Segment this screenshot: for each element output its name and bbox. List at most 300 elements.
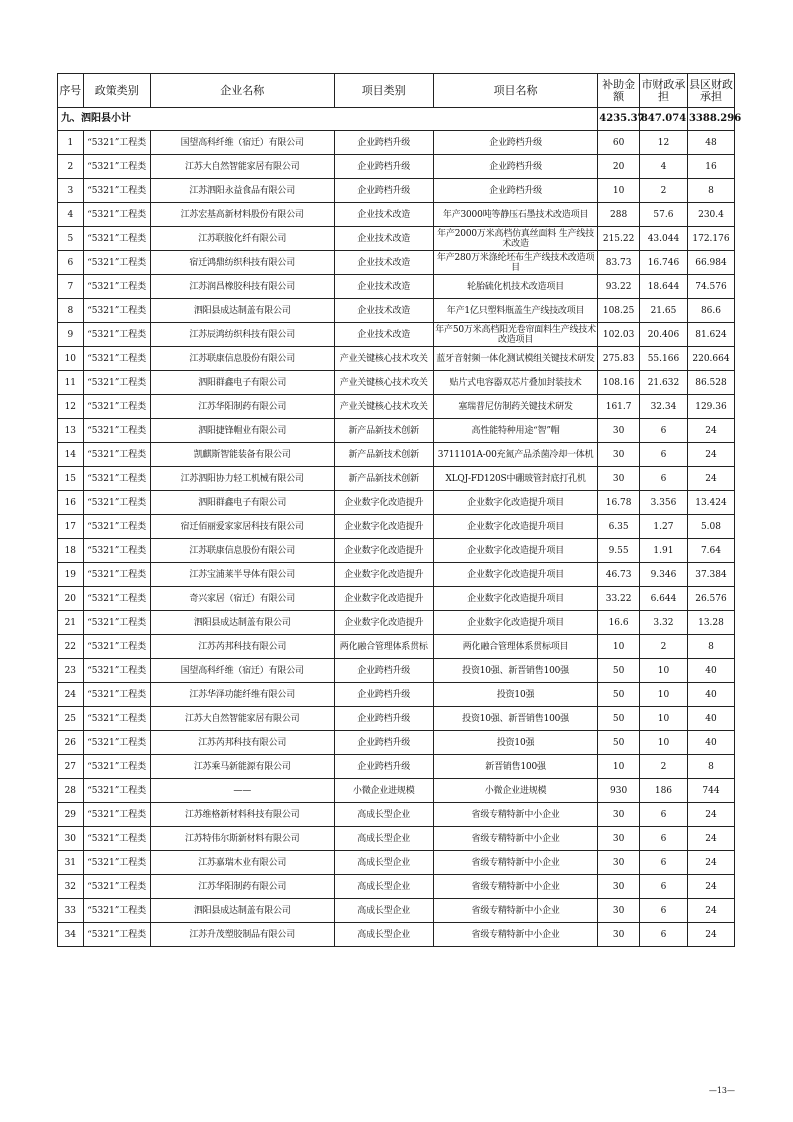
cell-city-share: 9.346 <box>639 563 687 587</box>
cell-subsidy: 33.22 <box>598 587 640 611</box>
cell-company: 江苏润昌橡胶科技有限公司 <box>150 275 334 299</box>
cell-project-name: 企业数字化改造提升项目 <box>433 491 597 515</box>
cell-seq: 3 <box>58 179 84 203</box>
cell-project-name: 省级专精特新中小企业 <box>433 923 597 947</box>
table-row <box>58 635 735 659</box>
cell-company: 江苏升茂塑胶制品有限公司 <box>150 923 334 947</box>
cell-county-share: 129.36 <box>687 395 734 419</box>
cell-subsidy: 102.03 <box>598 323 640 347</box>
cell-project-type: 企业跨档升级 <box>334 755 433 779</box>
cell-city-share: 6 <box>639 467 687 491</box>
table-row <box>58 899 735 923</box>
cell-subsidy: 10 <box>598 755 640 779</box>
cell-county-share: 16 <box>687 155 734 179</box>
cell-subsidy: 275.83 <box>598 347 640 371</box>
cell-project-name: 年产50万米高档阳光卷帘面料生产线技术改造项目 <box>435 324 596 345</box>
cell-county-share: 24 <box>687 851 734 875</box>
cell-city-share: 6.644 <box>639 587 687 611</box>
cell-project-name: 3711101A-00充氮产品杀菌冷却一体机 <box>433 443 597 467</box>
cell-county-share: 86.6 <box>687 299 734 323</box>
table-row <box>58 923 735 947</box>
table-row <box>58 755 735 779</box>
cell-seq: 34 <box>58 923 84 947</box>
cell-project-name: XLQJ-FD120S中硼玻管封底打孔机 <box>433 467 597 491</box>
cell-county-share: 40 <box>687 683 734 707</box>
cell-project-name: 高性能特种用途“智”帽 <box>433 419 597 443</box>
cell-project-name: 投资10强 <box>433 683 597 707</box>
cell-city-share: 6 <box>639 875 687 899</box>
cell-policy-type: “5321”工程类 <box>83 515 150 539</box>
cell-seq: 14 <box>58 443 84 467</box>
header-city-share: 市财政承担 <box>639 74 687 108</box>
cell-project-type: 企业技术改造 <box>334 275 433 299</box>
cell-seq: 33 <box>58 899 84 923</box>
cell-project-name: 省级专精特新中小企业 <box>433 851 597 875</box>
table-row <box>58 395 735 419</box>
cell-company: 江苏联胺化纤有限公司 <box>150 227 334 251</box>
table-row <box>58 323 735 347</box>
cell-project-name: 投资10强 <box>433 731 597 755</box>
cell-subsidy: 50 <box>598 707 640 731</box>
cell-project-type: 产业关键核心技术攻关 <box>334 347 433 371</box>
cell-seq: 4 <box>58 203 84 227</box>
cell-project-name: 年产2000万米高档仿真丝面料 生产线技术改造 <box>433 227 597 251</box>
cell-company: 江苏大自然智能家居有限公司 <box>150 155 334 179</box>
cell-policy-type: “5321”工程类 <box>83 419 150 443</box>
cell-project-name: 投资10强、新晋销售100强 <box>433 659 597 683</box>
cell-city-share: 57.6 <box>639 203 687 227</box>
cell-project-type: 高成长型企业 <box>334 899 433 923</box>
cell-company: 凯麒斯智能装备有限公司 <box>150 443 334 467</box>
cell-county-share: 5.08 <box>687 515 734 539</box>
cell-project-type: 企业跨档升级 <box>334 659 433 683</box>
table-row <box>58 467 735 491</box>
cell-county-share: 7.64 <box>687 539 734 563</box>
cell-company: 泗阳县成达制盖有限公司 <box>150 899 334 923</box>
cell-company: 江苏芮邦科技有限公司 <box>150 635 334 659</box>
cell-company: 江苏维格新材料科技有限公司 <box>150 803 334 827</box>
cell-project-name: 年产1亿只塑料瓶盖生产线技改项目 <box>433 299 597 323</box>
cell-project-name: 企业跨档升级 <box>433 131 597 155</box>
cell-subsidy: 20 <box>598 155 640 179</box>
cell-company: 江苏华阳制药有限公司 <box>150 395 334 419</box>
cell-county-share: 26.576 <box>687 587 734 611</box>
table-row <box>58 179 735 203</box>
cell-policy-type: “5321”工程类 <box>83 227 150 251</box>
subsidy-table <box>57 73 742 947</box>
cell-city-share: 16.746 <box>639 251 687 275</box>
cell-policy-type: “5321”工程类 <box>83 779 150 803</box>
cell-policy-type: “5321”工程类 <box>83 659 150 683</box>
cell-seq: 18 <box>58 539 84 563</box>
cell-county-share: 24 <box>687 467 734 491</box>
header-company: 企业名称 <box>150 74 334 108</box>
cell-city-share: 3.356 <box>639 491 687 515</box>
cell-policy-type: “5321”工程类 <box>83 611 150 635</box>
cell-company: 江苏华泽功能纤维有限公司 <box>150 683 334 707</box>
cell-project-name: 企业数字化改造提升项目 <box>433 563 597 587</box>
cell-city-share: 6 <box>639 923 687 947</box>
cell-seq: 23 <box>58 659 84 683</box>
cell-subsidy: 10 <box>598 179 640 203</box>
cell-policy-type: “5321”工程类 <box>83 155 150 179</box>
cell-project-type: 企业数字化改造提升 <box>334 587 433 611</box>
table-row <box>58 707 735 731</box>
cell-project-name: 企业数字化改造提升项目 <box>433 539 597 563</box>
cell-policy-type: “5321”工程类 <box>83 371 150 395</box>
cell-seq: 29 <box>58 803 84 827</box>
cell-company: 宿迁鸿鼎纺织科技有限公司 <box>150 251 334 275</box>
table-row <box>58 659 735 683</box>
cell-company: 江苏宏基高新材料股份有限公司 <box>150 203 334 227</box>
cell-project-name: 省级专精特新中小企业 <box>433 899 597 923</box>
cell-city-share: 2 <box>639 755 687 779</box>
cell-subsidy: 288 <box>598 203 640 227</box>
table-row <box>58 491 735 515</box>
cell-subsidy: 30 <box>598 467 640 491</box>
cell-policy-type: “5321”工程类 <box>83 131 150 155</box>
table-row <box>58 539 735 563</box>
cell-subsidy: 60 <box>598 131 640 155</box>
cell-project-name: 轮胎硫化机技术改造项目 <box>433 275 597 299</box>
cell-project-name: 企业数字化改造提升项目 <box>433 611 597 635</box>
cell-project-name: 新晋销售100强 <box>433 755 597 779</box>
cell-seq: 16 <box>58 491 84 515</box>
cell-project-type: 企业技术改造 <box>334 323 433 347</box>
cell-policy-type: “5321”工程类 <box>83 851 150 875</box>
cell-policy-type: “5321”工程类 <box>83 899 150 923</box>
cell-city-share: 43.044 <box>639 227 687 251</box>
cell-project-name: 年产280万米涤纶坯布生产线技术改造项目 <box>433 251 597 275</box>
cell-company: 泗阳群鑫电子有限公司 <box>150 371 334 395</box>
cell-project-name: 企业数字化改造提升项目 <box>433 587 597 611</box>
table-row <box>58 275 735 299</box>
cell-project-type: 企业技术改造 <box>334 251 433 275</box>
cell-county-share: 8 <box>687 179 734 203</box>
cell-project-type: 企业数字化改造提升 <box>334 539 433 563</box>
cell-county-share: 13.28 <box>687 611 734 635</box>
table-row <box>58 851 735 875</box>
cell-seq: 24 <box>58 683 84 707</box>
cell-seq: 5 <box>58 227 84 251</box>
subtotal-row <box>58 108 735 131</box>
cell-project-type: 新产品新技术创新 <box>334 467 433 491</box>
cell-city-share: 6 <box>639 899 687 923</box>
cell-county-share: 24 <box>687 419 734 443</box>
cell-company: 奇兴家居（宿迁）有限公司 <box>150 587 334 611</box>
cell-company: 江苏辰鸿纺织科技有限公司 <box>150 323 334 347</box>
cell-project-name: 小微企业进规模 <box>433 779 597 803</box>
subtotal-label: 九、泗阳县小计 <box>58 108 598 131</box>
table-row <box>58 683 735 707</box>
cell-subsidy: 30 <box>598 899 640 923</box>
cell-seq: 7 <box>58 275 84 299</box>
cell-policy-type: “5321”工程类 <box>83 923 150 947</box>
cell-county-share: 24 <box>687 443 734 467</box>
cell-policy-type: “5321”工程类 <box>83 731 150 755</box>
cell-city-share: 1.91 <box>639 539 687 563</box>
cell-policy-type: “5321”工程类 <box>83 443 150 467</box>
cell-city-share: 6 <box>639 827 687 851</box>
table-row <box>58 251 735 275</box>
cell-seq: 13 <box>58 419 84 443</box>
cell-city-share: 186 <box>639 779 687 803</box>
cell-project-name: 投资10强、新晋销售100强 <box>433 707 597 731</box>
cell-policy-type: “5321”工程类 <box>83 827 150 851</box>
cell-subsidy: 10 <box>598 635 640 659</box>
cell-project-type: 产业关键核心技术攻关 <box>334 371 433 395</box>
cell-city-share: 4 <box>639 155 687 179</box>
cell-city-share: 6 <box>639 851 687 875</box>
cell-county-share: 172.176 <box>687 227 734 251</box>
cell-county-share: 66.984 <box>687 251 734 275</box>
subtotal-county-share: 3388.296 <box>687 108 734 131</box>
cell-seq: 9 <box>58 323 84 347</box>
cell-city-share: 1.27 <box>639 515 687 539</box>
cell-county-share: 24 <box>687 923 734 947</box>
table-row <box>58 227 735 251</box>
cell-policy-type: “5321”工程类 <box>83 707 150 731</box>
table-row <box>58 131 735 155</box>
cell-company: 江苏联康信息股份有限公司 <box>150 539 334 563</box>
cell-city-share: 10 <box>639 683 687 707</box>
table-row <box>58 371 735 395</box>
cell-project-type: 企业技术改造 <box>334 203 433 227</box>
table-row <box>58 563 735 587</box>
cell-county-share: 220.664 <box>687 347 734 371</box>
cell-policy-type: “5321”工程类 <box>83 203 150 227</box>
cell-project-name: 两化融合管理体系贯标项目 <box>433 635 597 659</box>
cell-policy-type: “5321”工程类 <box>83 275 150 299</box>
cell-seq: 30 <box>58 827 84 851</box>
cell-project-type: 高成长型企业 <box>334 923 433 947</box>
cell-subsidy: 108.25 <box>598 299 640 323</box>
cell-subsidy: 6.35 <box>598 515 640 539</box>
cell-city-share: 6 <box>639 803 687 827</box>
cell-policy-type: “5321”工程类 <box>83 251 150 275</box>
cell-project-name: 企业跨档升级 <box>433 179 597 203</box>
cell-subsidy: 50 <box>598 659 640 683</box>
cell-project-name: 蓝牙音射频一体化测试模组关键技术研发 <box>433 347 597 371</box>
table-header-row <box>58 74 735 108</box>
cell-project-type: 高成长型企业 <box>334 851 433 875</box>
cell-subsidy: 46.73 <box>598 563 640 587</box>
cell-project-type: 企业跨档升级 <box>334 131 433 155</box>
cell-seq: 26 <box>58 731 84 755</box>
cell-city-share: 20.406 <box>639 323 687 347</box>
cell-county-share: 81.624 <box>687 323 734 347</box>
cell-policy-type: “5321”工程类 <box>83 539 150 563</box>
cell-project-name: 塞瑞普尼仿制药关键技术研发 <box>433 395 597 419</box>
cell-city-share: 18.644 <box>639 275 687 299</box>
header-policy-type: 政策类别 <box>83 74 150 108</box>
cell-project-type: 企业技术改造 <box>334 299 433 323</box>
cell-seq: 20 <box>58 587 84 611</box>
cell-seq: 6 <box>58 251 84 275</box>
table-row <box>58 419 735 443</box>
cell-project-name: 企业跨档升级 <box>433 155 597 179</box>
cell-seq: 25 <box>58 707 84 731</box>
cell-subsidy: 30 <box>598 419 640 443</box>
cell-policy-type: “5321”工程类 <box>83 491 150 515</box>
header-project-name: 项目名称 <box>433 74 597 108</box>
cell-subsidy: 108.16 <box>598 371 640 395</box>
cell-policy-type: “5321”工程类 <box>83 803 150 827</box>
cell-company: 江苏泗阳永益食品有限公司 <box>150 179 334 203</box>
cell-project-type: 产业关键核心技术攻关 <box>334 395 433 419</box>
cell-city-share: 10 <box>639 659 687 683</box>
cell-policy-type: “5321”工程类 <box>83 635 150 659</box>
cell-policy-type: “5321”工程类 <box>83 683 150 707</box>
cell-county-share: 48 <box>687 131 734 155</box>
cell-county-share: 40 <box>687 707 734 731</box>
cell-company: 国望高科纤维（宿迁）有限公司 <box>150 131 334 155</box>
cell-subsidy: 30 <box>598 443 640 467</box>
cell-company: —— <box>150 779 334 803</box>
cell-city-share: 21.65 <box>639 299 687 323</box>
header-seq: 序号 <box>58 74 84 108</box>
cell-subsidy: 930 <box>598 779 640 803</box>
table-row <box>58 731 735 755</box>
cell-project-type: 企业数字化改造提升 <box>334 563 433 587</box>
cell-company: 江苏嘉瑞木业有限公司 <box>150 851 334 875</box>
cell-policy-type: “5321”工程类 <box>83 347 150 371</box>
cell-city-share: 32.34 <box>639 395 687 419</box>
cell-city-share: 2 <box>639 179 687 203</box>
cell-seq: 10 <box>58 347 84 371</box>
cell-seq: 21 <box>58 611 84 635</box>
cell-subsidy: 30 <box>598 803 640 827</box>
cell-project-type: 企业技术改造 <box>334 227 433 251</box>
cell-company: 泗阳县成达制盖有限公司 <box>150 299 334 323</box>
cell-company: 江苏宝浦莱半导体有限公司 <box>150 563 334 587</box>
cell-policy-type: “5321”工程类 <box>83 395 150 419</box>
cell-seq: 1 <box>58 131 84 155</box>
cell-seq: 31 <box>58 851 84 875</box>
cell-seq: 11 <box>58 371 84 395</box>
cell-county-share: 74.576 <box>687 275 734 299</box>
table-row <box>58 347 735 371</box>
cell-project-type: 企业跨档升级 <box>334 707 433 731</box>
cell-county-share: 13.424 <box>687 491 734 515</box>
cell-policy-type: “5321”工程类 <box>83 299 150 323</box>
cell-subsidy: 50 <box>598 731 640 755</box>
cell-county-share: 744 <box>687 779 734 803</box>
cell-policy-type: “5321”工程类 <box>83 323 150 347</box>
cell-county-share: 37.384 <box>687 563 734 587</box>
table-row <box>58 587 735 611</box>
cell-company: 江苏华阳制药有限公司 <box>150 875 334 899</box>
cell-subsidy: 16.78 <box>598 491 640 515</box>
cell-city-share: 3.32 <box>639 611 687 635</box>
cell-county-share: 40 <box>687 659 734 683</box>
table-row <box>58 155 735 179</box>
cell-company: 江苏特伟尔斯新材料有限公司 <box>150 827 334 851</box>
cell-policy-type: “5321”工程类 <box>83 179 150 203</box>
cell-project-type: 企业跨档升级 <box>334 683 433 707</box>
cell-company: 江苏芮邦科技有限公司 <box>150 731 334 755</box>
cell-project-type: 企业跨档升级 <box>334 179 433 203</box>
cell-project-type: 企业数字化改造提升 <box>334 515 433 539</box>
cell-subsidy: 93.22 <box>598 275 640 299</box>
cell-project-type: 新产品新技术创新 <box>334 419 433 443</box>
cell-company: 泗阳县成达制盖有限公司 <box>150 611 334 635</box>
page-number: —13— <box>708 1086 735 1095</box>
table-row <box>58 827 735 851</box>
cell-city-share: 6 <box>639 443 687 467</box>
cell-project-type: 小微企业进规模 <box>334 779 433 803</box>
cell-city-share: 21.632 <box>639 371 687 395</box>
cell-policy-type: “5321”工程类 <box>83 755 150 779</box>
cell-seq: 2 <box>58 155 84 179</box>
cell-project-type: 新产品新技术创新 <box>334 443 433 467</box>
cell-subsidy: 9.55 <box>598 539 640 563</box>
cell-seq: 15 <box>58 467 84 491</box>
cell-subsidy: 161.7 <box>598 395 640 419</box>
cell-seq: 12 <box>58 395 84 419</box>
subtotal-city-share: 847.074 <box>639 108 687 131</box>
cell-subsidy: 16.6 <box>598 611 640 635</box>
cell-project-name: 省级专精特新中小企业 <box>433 827 597 851</box>
cell-seq: 22 <box>58 635 84 659</box>
cell-subsidy: 30 <box>598 875 640 899</box>
header-subsidy: 补助金额 <box>598 74 640 108</box>
cell-seq: 8 <box>58 299 84 323</box>
cell-project-name: 年产3000吨等静压石墨技术改造项目 <box>433 203 597 227</box>
cell-company: 江苏大自然智能家居有限公司 <box>150 707 334 731</box>
table-row <box>58 779 735 803</box>
subtotal-subsidy: 4235.37 <box>598 108 640 131</box>
cell-county-share: 8 <box>687 755 734 779</box>
cell-subsidy: 50 <box>598 683 640 707</box>
cell-company: 国望高科纤维（宿迁）有限公司 <box>150 659 334 683</box>
cell-county-share: 8 <box>687 635 734 659</box>
table-row <box>58 803 735 827</box>
cell-project-type: 高成长型企业 <box>334 803 433 827</box>
cell-county-share: 230.4 <box>687 203 734 227</box>
header-project-type: 项目类别 <box>334 74 433 108</box>
cell-company: 泗阳捷锋帽业有限公司 <box>150 419 334 443</box>
cell-company: 泗阳群鑫电子有限公司 <box>150 491 334 515</box>
cell-project-type: 企业跨档升级 <box>334 155 433 179</box>
cell-county-share: 86.528 <box>687 371 734 395</box>
cell-subsidy: 215.22 <box>598 227 640 251</box>
cell-county-share: 24 <box>687 803 734 827</box>
cell-company: 江苏乘马新能源有限公司 <box>150 755 334 779</box>
cell-project-name: 省级专精特新中小企业 <box>433 803 597 827</box>
table-row <box>58 875 735 899</box>
cell-seq: 28 <box>58 779 84 803</box>
header-county-share: 县区财政承担 <box>687 74 734 108</box>
cell-project-type: 企业数字化改造提升 <box>334 491 433 515</box>
cell-seq: 17 <box>58 515 84 539</box>
table-row <box>58 203 735 227</box>
cell-seq: 27 <box>58 755 84 779</box>
cell-company: 江苏泗阳协力轻工机械有限公司 <box>150 467 334 491</box>
cell-subsidy: 30 <box>598 923 640 947</box>
cell-company: 宿迁佰丽爱家家居科技有限公司 <box>150 515 334 539</box>
cell-subsidy: 30 <box>598 827 640 851</box>
cell-project-name: 贴片式电容器双芯片叠加封装技术 <box>433 371 597 395</box>
cell-policy-type: “5321”工程类 <box>83 587 150 611</box>
cell-project-type: 两化融合管理体系贯标 <box>334 635 433 659</box>
cell-policy-type: “5321”工程类 <box>83 875 150 899</box>
cell-policy-type: “5321”工程类 <box>83 467 150 491</box>
cell-project-name: 省级专精特新中小企业 <box>433 875 597 899</box>
cell-seq: 32 <box>58 875 84 899</box>
cell-subsidy: 30 <box>598 851 640 875</box>
cell-county-share: 24 <box>687 827 734 851</box>
